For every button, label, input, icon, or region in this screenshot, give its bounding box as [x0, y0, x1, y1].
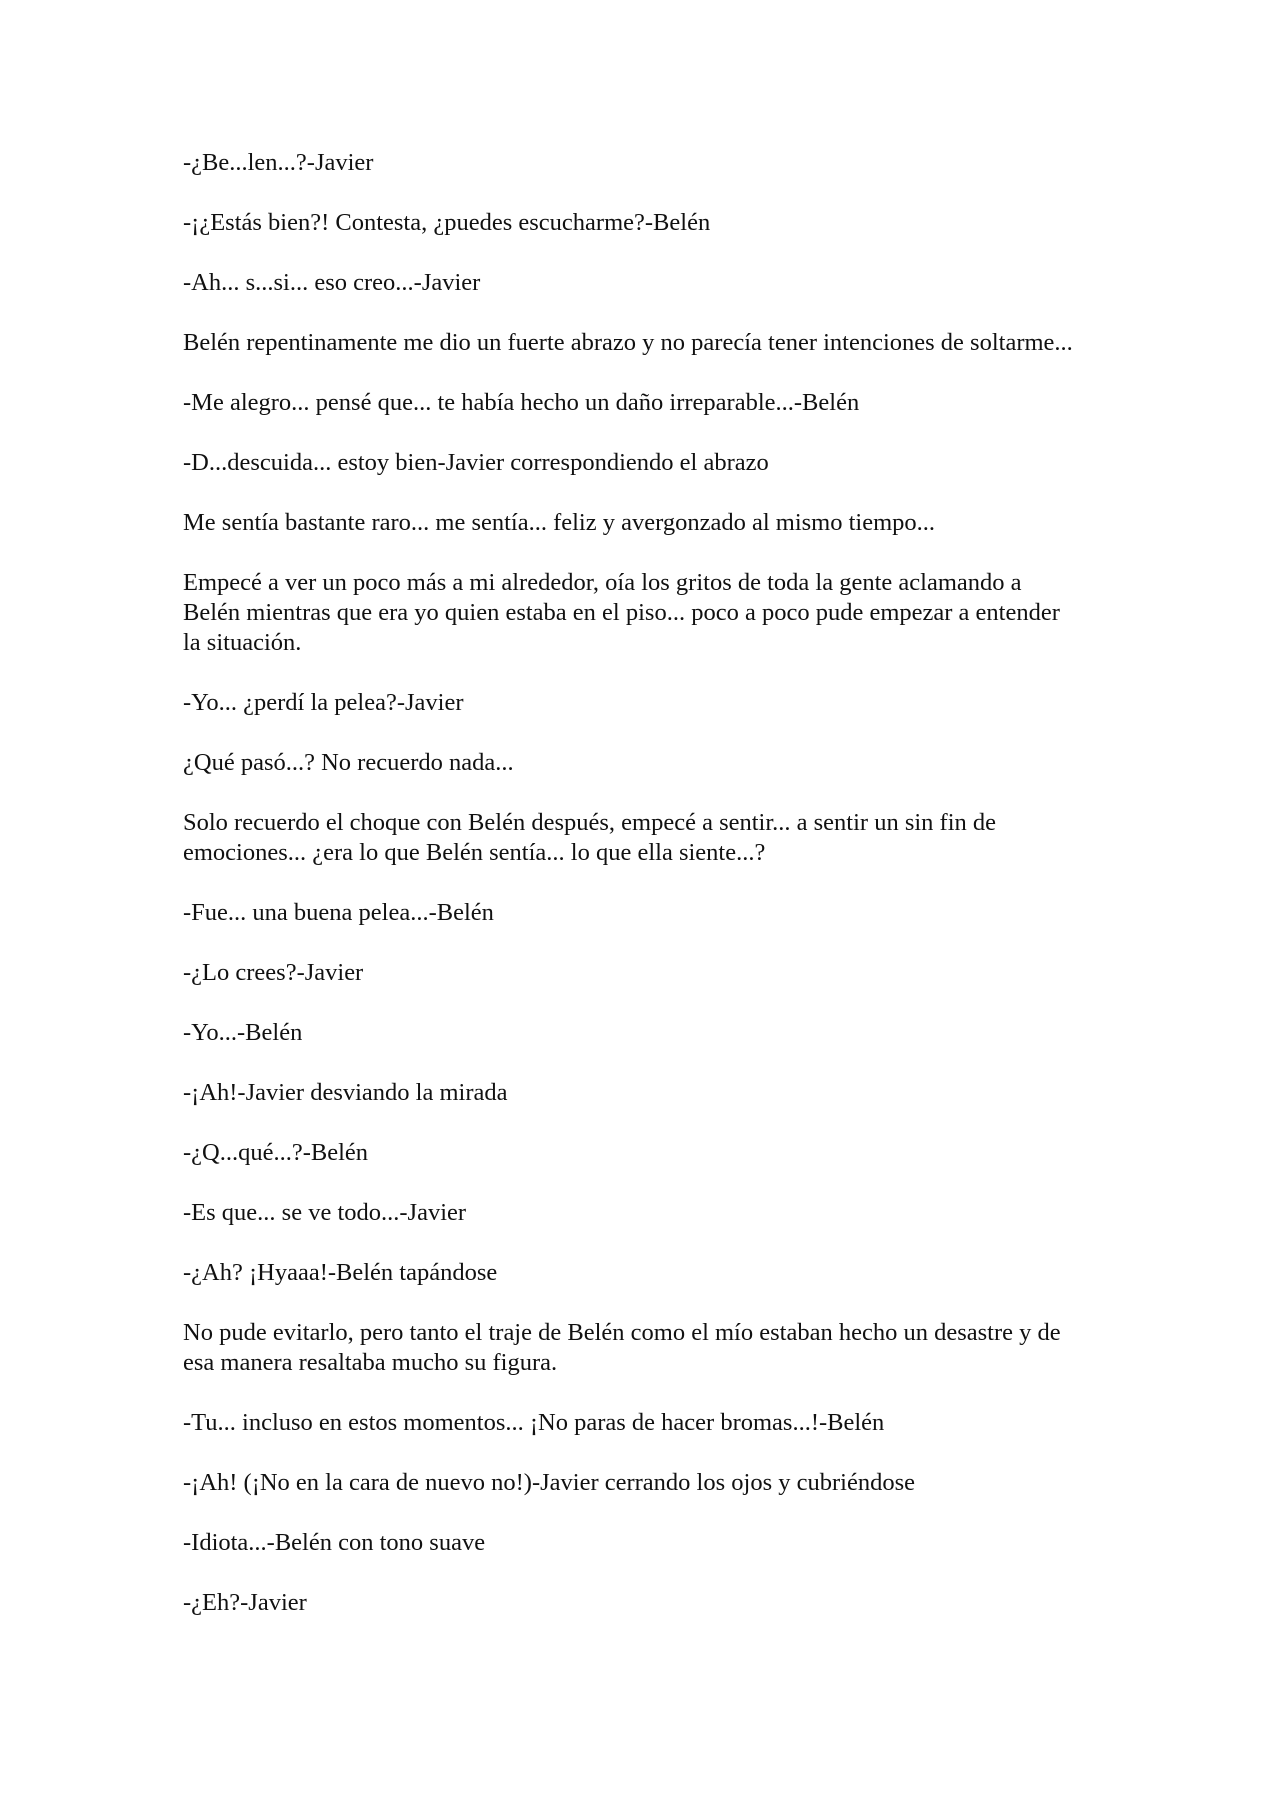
- paragraph: -Yo... ¿perdí la pelea?-Javier: [183, 689, 464, 716]
- paragraph: -¡¿Estás bien?! Contesta, ¿puedes escucharme?-Belén: [183, 209, 711, 236]
- document-body: [183, 148, 1083, 1648]
- paragraph: ¿Qué pasó...? No recuerdo nada...: [183, 749, 514, 776]
- paragraph: -Ah... s...si... eso creo...-Javier: [183, 269, 481, 296]
- paragraph: -¿Ah? ¡Hyaaa!-Belén tapándose: [183, 1259, 498, 1286]
- paragraph: -¡Ah! (¡No en la cara de nuevo no!)-Javier cerrando los ojos y cubriéndose: [183, 1469, 915, 1496]
- paragraph: -¿Eh?-Javier: [183, 1589, 307, 1616]
- paragraph: -¿Lo crees?-Javier: [183, 959, 364, 986]
- paragraph: Belén repentinamente me dio un fuerte abrazo y no parecía tener intenciones de soltarme...: [183, 329, 1073, 356]
- paragraph: Me sentía bastante raro... me sentía... feliz y avergonzado al mismo tiempo...: [183, 509, 936, 536]
- paragraph: -Es que... se ve todo...-Javier: [183, 1199, 467, 1226]
- paragraph: -¡Ah!-Javier desviando la mirada: [183, 1079, 508, 1106]
- paragraph: -¿Be...len...?-Javier: [183, 149, 374, 176]
- paragraph: No pude evitarlo, pero tanto el traje de Belén como el mío estaban hecho un desastre y de esa manera resaltaba mucho su figura.: [183, 1319, 1061, 1376]
- paragraph: Solo recuerdo el choque con Belén después, empecé a sentir... a sentir un sin fin de emociones... ¿era lo que Belén sentía... lo que ella siente...?: [183, 809, 997, 866]
- paragraph: -Yo...-Belén: [183, 1019, 303, 1046]
- paragraph: -¿Q...qué...?-Belén: [183, 1139, 369, 1166]
- paragraph: -D...descuida... estoy bien-Javier correspondiendo el abrazo: [183, 449, 769, 476]
- paragraph: Empecé a ver un poco más a mi alrededor, oía los gritos de toda la gente aclamando a Belén mientras que era yo quien estaba en el piso... poco a poco pude empezar a entender la situación.: [183, 569, 1060, 656]
- paragraph: -Idiota...-Belén con tono suave: [183, 1529, 486, 1556]
- paragraph: -Tu... incluso en estos momentos... ¡No paras de hacer bromas...!-Belén: [183, 1409, 885, 1436]
- paragraph: -Fue... una buena pelea...-Belén: [183, 899, 494, 926]
- paragraph: -Me alegro... pensé que... te había hecho un daño irreparable...-Belén: [183, 389, 860, 416]
